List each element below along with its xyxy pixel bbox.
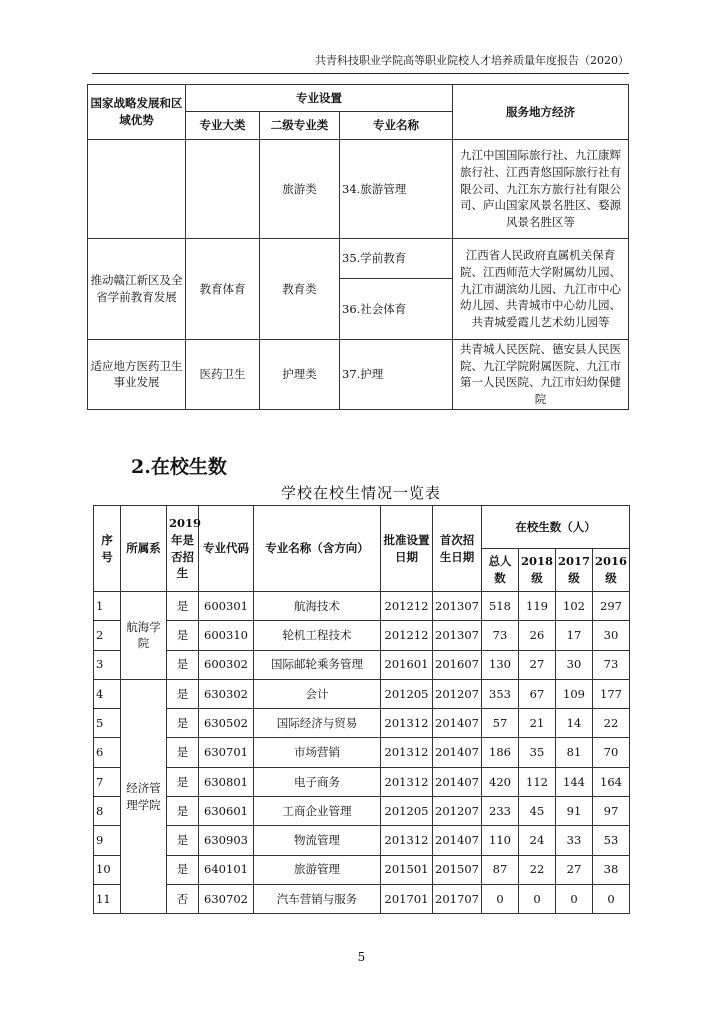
cell-strategy: 推动赣江新区及全省学前教育发展 bbox=[88, 239, 186, 340]
cell-name: 国际邮轮乘务管理 bbox=[254, 650, 381, 679]
cell-total: 110 bbox=[482, 826, 519, 855]
cell-code: 630702 bbox=[199, 884, 254, 913]
cell-service: 共青城人民医院、德安县人民医院、九江学院附属医院、九江市第一人民医院、九江市妇幼保健院 bbox=[453, 340, 629, 410]
header-category: 专业大类 bbox=[186, 112, 260, 140]
cell-code: 600310 bbox=[199, 621, 254, 650]
table-row bbox=[94, 767, 630, 796]
cell-name: 轮机工程技术 bbox=[254, 621, 381, 650]
table-row bbox=[94, 884, 630, 913]
table-row bbox=[88, 239, 629, 279]
cell-no: 8 bbox=[94, 797, 121, 826]
cell-enroll: 是 bbox=[167, 797, 199, 826]
cell-first: 201407 bbox=[433, 767, 482, 796]
cell-2016: 97 bbox=[593, 797, 630, 826]
cell-2016: 70 bbox=[593, 738, 630, 767]
cell-approve: 201312 bbox=[381, 709, 433, 738]
cell-first: 201507 bbox=[433, 855, 482, 884]
table-row bbox=[94, 621, 630, 650]
cell-name: 市场营销 bbox=[254, 738, 381, 767]
cell-2016: 38 bbox=[593, 855, 630, 884]
table-row bbox=[88, 340, 629, 410]
cell-2016: 164 bbox=[593, 767, 630, 796]
header-2018: 2018级 bbox=[519, 549, 556, 592]
cell-subcategory: 教育类 bbox=[260, 239, 340, 340]
cell-code: 630903 bbox=[199, 826, 254, 855]
cell-2016: 177 bbox=[593, 679, 630, 708]
table-row bbox=[94, 826, 630, 855]
cell-enroll: 是 bbox=[167, 621, 199, 650]
cell-name: 航海技术 bbox=[254, 592, 381, 621]
header-2017: 2017级 bbox=[556, 549, 593, 592]
cell-major: 34.旅游管理 bbox=[340, 140, 453, 239]
cell-no: 2 bbox=[94, 621, 121, 650]
cell-total: 353 bbox=[482, 679, 519, 708]
student-count-table bbox=[93, 505, 630, 914]
header-dept: 所属系 bbox=[121, 506, 167, 592]
cell-no: 7 bbox=[94, 767, 121, 796]
cell-approve: 201701 bbox=[381, 884, 433, 913]
header-first: 首次招生日期 bbox=[433, 506, 482, 592]
table-body bbox=[94, 592, 630, 914]
header-subcategory: 二级专业类 bbox=[260, 112, 340, 140]
cell-dept: 航海学院 bbox=[121, 592, 167, 680]
cell-2017: 30 bbox=[556, 650, 593, 679]
cell-2017: 91 bbox=[556, 797, 593, 826]
header-service: 服务地方经济 bbox=[453, 85, 629, 140]
cell-total: 518 bbox=[482, 592, 519, 621]
cell-total: 0 bbox=[482, 884, 519, 913]
cell-2017: 14 bbox=[556, 709, 593, 738]
table-row bbox=[94, 650, 630, 679]
cell-2018: 119 bbox=[519, 592, 556, 621]
header-no: 序号 bbox=[94, 506, 121, 592]
cell-first: 201407 bbox=[433, 826, 482, 855]
cell-code: 600302 bbox=[199, 650, 254, 679]
cell-first: 201607 bbox=[433, 650, 482, 679]
table-caption: 学校在校生情况一览表 bbox=[280, 484, 441, 502]
header-code: 专业代码 bbox=[199, 506, 254, 592]
header-enroll: 2019年是否招生 bbox=[167, 506, 199, 592]
cell-first: 201407 bbox=[433, 738, 482, 767]
cell-dept: 经济管理学院 bbox=[121, 679, 167, 913]
cell-no: 9 bbox=[94, 826, 121, 855]
cell-service: 江西省人民政府直属机关保育院、江西师范大学附属幼儿园、九江市湖滨幼儿园、九江市中心幼儿园、共青城市中心幼儿园、共青城爱霞儿艺术幼儿园等 bbox=[453, 239, 629, 340]
section-title: 2.在校生数 bbox=[131, 456, 227, 478]
cell-2018: 27 bbox=[519, 650, 556, 679]
header-major-setting: 专业设置 bbox=[186, 85, 453, 112]
major-service-table bbox=[87, 84, 629, 410]
header-count: 在校生数（人） bbox=[482, 506, 630, 549]
cell-approve: 201501 bbox=[381, 855, 433, 884]
cell-approve: 201212 bbox=[381, 621, 433, 650]
cell-2017: 102 bbox=[556, 592, 593, 621]
table-row bbox=[94, 709, 630, 738]
cell-2016: 0 bbox=[593, 884, 630, 913]
cell-2016: 30 bbox=[593, 621, 630, 650]
cell-total: 87 bbox=[482, 855, 519, 884]
cell-2017: 0 bbox=[556, 884, 593, 913]
cell-2018: 35 bbox=[519, 738, 556, 767]
cell-2016: 53 bbox=[593, 826, 630, 855]
cell-enroll: 是 bbox=[167, 592, 199, 621]
cell-approve: 201205 bbox=[381, 797, 433, 826]
cell-approve: 201312 bbox=[381, 767, 433, 796]
cell-code: 630502 bbox=[199, 709, 254, 738]
cell-subcategory: 旅游类 bbox=[260, 140, 340, 239]
cell-approve: 201212 bbox=[381, 592, 433, 621]
cell-no: 4 bbox=[94, 679, 121, 708]
cell-name: 旅游管理 bbox=[254, 855, 381, 884]
cell-name: 工商企业管理 bbox=[254, 797, 381, 826]
cell-enroll: 是 bbox=[167, 709, 199, 738]
cell-2018: 45 bbox=[519, 797, 556, 826]
cell-strategy bbox=[88, 140, 186, 239]
cell-enroll: 是 bbox=[167, 855, 199, 884]
cell-first: 201707 bbox=[433, 884, 482, 913]
cell-total: 186 bbox=[482, 738, 519, 767]
cell-major: 37.护理 bbox=[340, 340, 453, 410]
cell-name: 汽车营销与服务 bbox=[254, 884, 381, 913]
cell-no: 1 bbox=[94, 592, 121, 621]
cell-first: 201207 bbox=[433, 679, 482, 708]
cell-first: 201307 bbox=[433, 621, 482, 650]
cell-2017: 109 bbox=[556, 679, 593, 708]
cell-2017: 81 bbox=[556, 738, 593, 767]
cell-2016: 73 bbox=[593, 650, 630, 679]
cell-name: 物流管理 bbox=[254, 826, 381, 855]
header-strategy: 国家战略发展和区域优势 bbox=[88, 85, 186, 140]
cell-2016: 297 bbox=[593, 592, 630, 621]
cell-subcategory: 护理类 bbox=[260, 340, 340, 410]
cell-first: 201407 bbox=[433, 709, 482, 738]
cell-total: 73 bbox=[482, 621, 519, 650]
header-approve: 批准设置日期 bbox=[381, 506, 433, 592]
cell-enroll: 是 bbox=[167, 738, 199, 767]
cell-enroll: 是 bbox=[167, 767, 199, 796]
header-major-name: 专业名称 bbox=[340, 112, 453, 140]
cell-approve: 201312 bbox=[381, 738, 433, 767]
cell-enroll: 是 bbox=[167, 650, 199, 679]
cell-name: 电子商务 bbox=[254, 767, 381, 796]
cell-enroll: 否 bbox=[167, 884, 199, 913]
table-row bbox=[94, 679, 630, 708]
cell-name: 会计 bbox=[254, 679, 381, 708]
cell-approve: 201312 bbox=[381, 826, 433, 855]
cell-total: 130 bbox=[482, 650, 519, 679]
table-row bbox=[94, 738, 630, 767]
cell-category bbox=[186, 140, 260, 239]
cell-2016: 22 bbox=[593, 709, 630, 738]
table-row bbox=[94, 797, 630, 826]
header-2016: 2016级 bbox=[593, 549, 630, 592]
cell-enroll: 是 bbox=[167, 679, 199, 708]
page-header: 共青科技职业学院高等职业院校人才培养质量年度报告（2020） bbox=[92, 52, 629, 74]
table-row bbox=[94, 855, 630, 884]
cell-total: 420 bbox=[482, 767, 519, 796]
cell-major: 35.学前教育 bbox=[340, 239, 453, 279]
table-row bbox=[94, 592, 630, 621]
cell-code: 630801 bbox=[199, 767, 254, 796]
cell-2018: 24 bbox=[519, 826, 556, 855]
cell-2018: 22 bbox=[519, 855, 556, 884]
cell-2017: 144 bbox=[556, 767, 593, 796]
cell-first: 201307 bbox=[433, 592, 482, 621]
cell-2018: 21 bbox=[519, 709, 556, 738]
cell-2017: 27 bbox=[556, 855, 593, 884]
cell-enroll: 是 bbox=[167, 826, 199, 855]
cell-service: 九江中国国际旅行社、九江康辉旅行社、江西青悠国际旅行社有限公司、九江东方旅行社有限公司、庐山国家风景名胜区、婺源风景名胜区等 bbox=[453, 140, 629, 239]
cell-code: 630601 bbox=[199, 797, 254, 826]
cell-no: 10 bbox=[94, 855, 121, 884]
header-total: 总人数 bbox=[482, 549, 519, 592]
header-name: 专业名称（含方向） bbox=[254, 506, 381, 592]
cell-2017: 17 bbox=[556, 621, 593, 650]
cell-strategy: 适应地方医药卫生事业发展 bbox=[88, 340, 186, 410]
cell-total: 57 bbox=[482, 709, 519, 738]
cell-code: 630701 bbox=[199, 738, 254, 767]
cell-code: 600301 bbox=[199, 592, 254, 621]
cell-first: 201207 bbox=[433, 797, 482, 826]
cell-no: 3 bbox=[94, 650, 121, 679]
cell-code: 630302 bbox=[199, 679, 254, 708]
cell-name: 国际经济与贸易 bbox=[254, 709, 381, 738]
cell-2017: 33 bbox=[556, 826, 593, 855]
cell-2018: 67 bbox=[519, 679, 556, 708]
cell-no: 5 bbox=[94, 709, 121, 738]
cell-approve: 201601 bbox=[381, 650, 433, 679]
cell-2018: 26 bbox=[519, 621, 556, 650]
cell-no: 6 bbox=[94, 738, 121, 767]
cell-no: 11 bbox=[94, 884, 121, 913]
cell-code: 640101 bbox=[199, 855, 254, 884]
cell-category: 医药卫生 bbox=[186, 340, 260, 410]
cell-2018: 112 bbox=[519, 767, 556, 796]
cell-2018: 0 bbox=[519, 884, 556, 913]
cell-approve: 201205 bbox=[381, 679, 433, 708]
cell-major: 36.社会体育 bbox=[340, 279, 453, 340]
cell-total: 233 bbox=[482, 797, 519, 826]
cell-category: 教育体育 bbox=[186, 239, 260, 340]
page-number: 5 bbox=[357, 950, 366, 964]
table-row bbox=[88, 140, 629, 239]
